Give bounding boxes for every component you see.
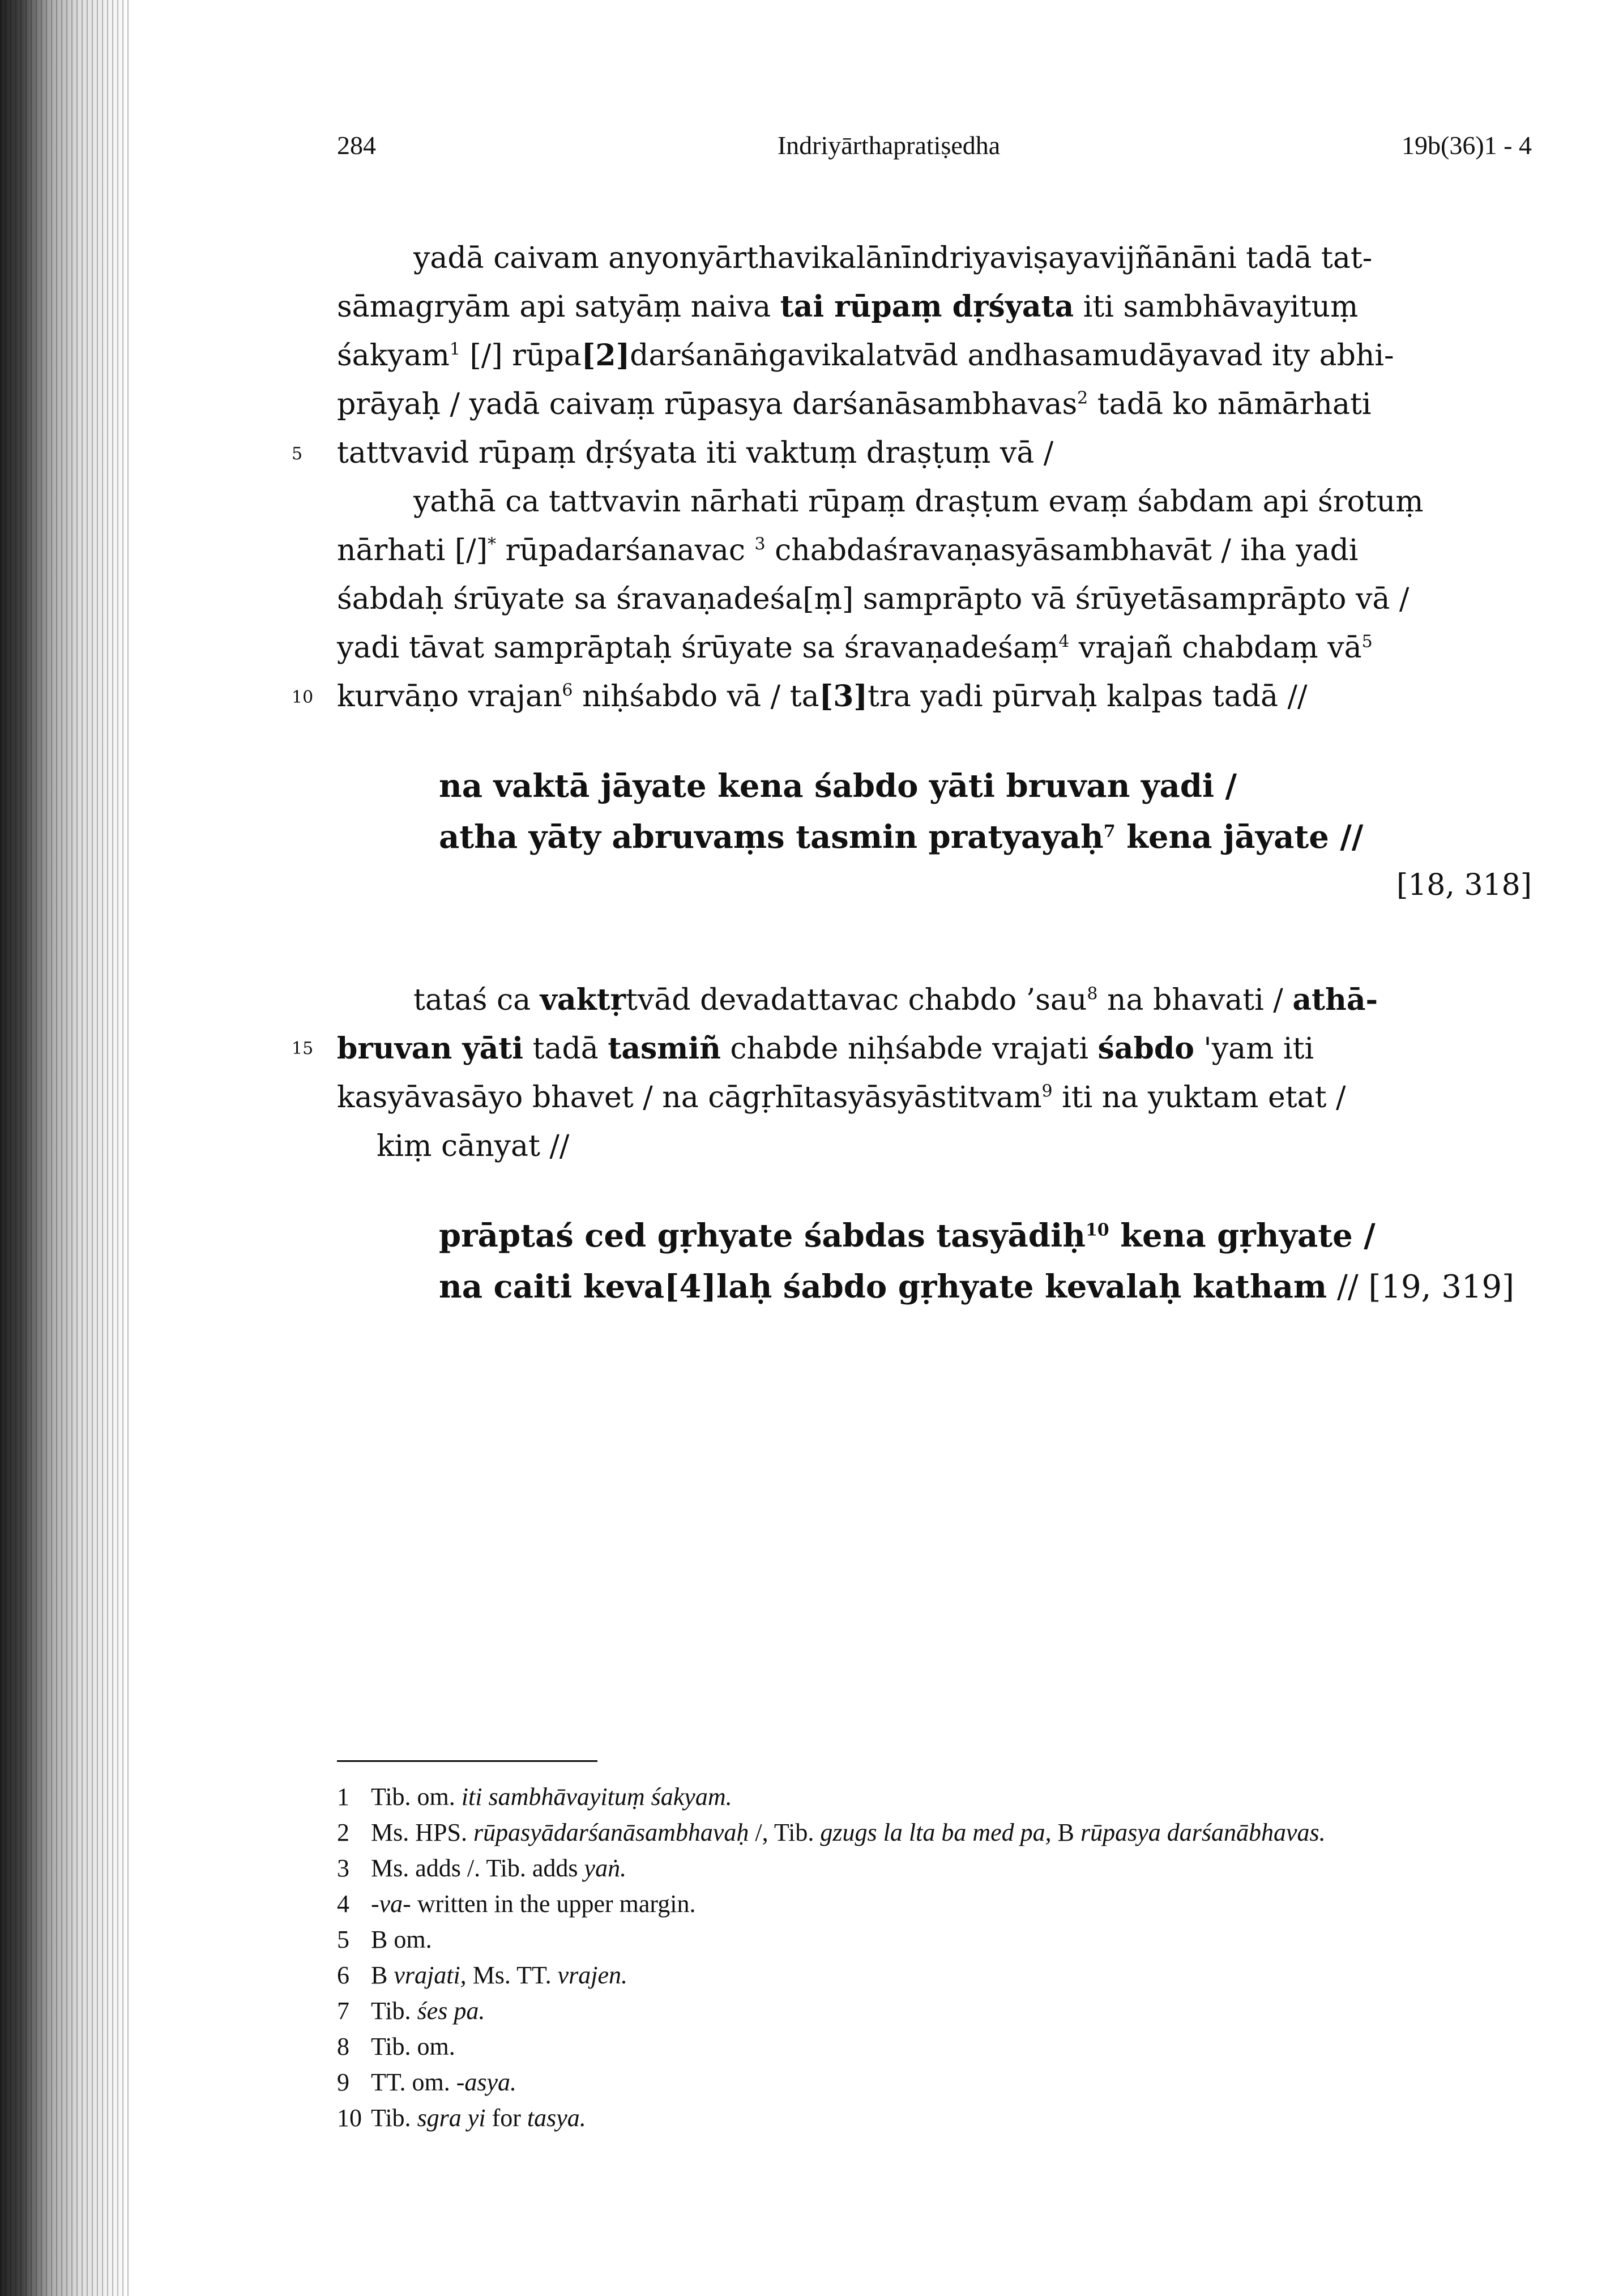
footnote-ref: 1 — [449, 339, 460, 360]
verse-reference: [18, 318] — [1396, 868, 1532, 902]
text-line: tattvavid rūpaṃ dṛśyata iti vaktuṃ draṣṭuṃ vā / — [337, 436, 1054, 470]
footnote-item — [337, 2100, 1532, 2136]
footnote-ref: 4 — [1058, 631, 1070, 652]
text-line: prāyaḥ / yadā caivaṃ rūpasya darśanāsambhavas$^2$ tadā ko nāmārhati — [337, 387, 1372, 421]
footnote-number: 7 — [337, 1997, 349, 2025]
footnote-number: 6 — [337, 1961, 349, 1989]
footnote-item — [337, 1779, 1532, 1815]
verse-line: na vaktā jāyate kena śabdo yāti bruvan yadi / — [439, 767, 1237, 805]
verse-line: atha yāty abruvaṃs tasmin pratyayaḥ$^7$ kena jāyate // — [439, 818, 1364, 856]
footnote-item — [337, 1886, 1532, 1922]
text-line: kiṃ cānyat // — [377, 1129, 570, 1163]
footnote-ref: 6 — [562, 680, 573, 701]
verse-19 — [439, 1210, 1532, 1313]
page-number: 284 — [337, 131, 376, 160]
footnote-number: 8 — [337, 2033, 349, 2060]
paragraph-2 — [292, 477, 1532, 721]
text-line: yathā ca tattvavin nārhati rūpaṃ draṣṭum evaṃ śabdam api śrotuṃ — [413, 485, 1424, 519]
running-title: Indriyārthapratiṣedha — [777, 131, 1001, 160]
footnote-item — [337, 1815, 1532, 1850]
footnote-text: Ms. adds /. Tib. adds yaṅ. — [371, 1854, 627, 1882]
footnote-ref: 9 — [1041, 1081, 1053, 1102]
footnote-number: 10 — [337, 2104, 362, 2132]
text-line: sāmagryām api satyāṃ naiva tai rūpaṃ dṛśyata iti sambhāvayituṃ — [337, 289, 1359, 324]
book-binding-shadow — [0, 0, 130, 2296]
paragraph-1 — [292, 234, 1532, 477]
line-number-15: 15 — [292, 1039, 314, 1059]
footnote-item — [337, 2064, 1532, 2100]
folio-reference: 19b(36)1 - 4 — [1402, 131, 1532, 160]
footnote-ref: 7 — [1103, 821, 1116, 842]
footnote-separator — [337, 1760, 597, 1762]
footnote-text: B om. — [371, 1926, 432, 1953]
footnote-text: Tib. śes pa. — [371, 1997, 485, 2025]
text-line: śakyam$^1$ [/] rūpa[2]darśanāṅgavikalatvād andhasamudāyavad ity abhi- — [337, 338, 1394, 373]
footnote-text: Ms. HPS. rūpasyādarśanāsambhavaḥ /, Tib. gzugs la lta ba med pa, B rūpasya darśanābhavas. — [371, 1819, 1326, 1846]
page-content — [292, 130, 1532, 2136]
footnote-ref: 8 — [1087, 984, 1098, 1004]
footnote-text: Tib. om. — [371, 2033, 455, 2060]
text-line: nārhati [/]* rūpadarśanavac $^3$ chabdaśravaṇasyāsambhavāt / iha yadi — [337, 534, 1359, 567]
verse-line: prāptaś ced gṛhyate śabdas tasyādiḥ$^{10}$ kena gṛhyate / — [439, 1217, 1376, 1254]
text-line: yadā caivam anyonyārthavikalānīndriyaviṣayavijñānāni tadā tat- — [413, 241, 1373, 275]
footnote-item — [337, 1850, 1532, 1886]
footnote-item — [337, 1922, 1532, 1957]
footnote-ref: 5 — [1361, 631, 1373, 652]
footnote-text: -va- written in the upper margin. — [371, 1890, 696, 1918]
text-line: kurvāṇo vrajan$^6$ niḥśabdo vā / ta[3]tra yadi pūrvaḥ kalpas tadā // — [337, 679, 1308, 714]
text-line: bruvan yāti tadā tasmiñ chabde niḥśabde vrajati śabdo 'yam iti — [337, 1031, 1314, 1066]
footnote-text: TT. om. -asya. — [371, 2068, 517, 2096]
footnote-ref: 2 — [1077, 388, 1088, 408]
footnote-number: 1 — [337, 1783, 349, 1811]
footnote-ref: * — [488, 534, 496, 554]
footnote-number: 9 — [337, 2068, 349, 2096]
paragraph-3 — [292, 976, 1532, 1171]
footnote-text: Tib. sgra yi for tasya. — [371, 2104, 586, 2132]
footnote-item — [337, 2029, 1532, 2064]
footnote-item — [337, 1957, 1532, 1993]
footnote-number: 4 — [337, 1890, 349, 1918]
line-number-10: 10 — [292, 688, 314, 707]
footnote-number: 5 — [337, 1926, 349, 1953]
footnote-text: Tib. om. iti sambhāvayituṃ śakyam. — [371, 1783, 732, 1811]
main-text — [292, 234, 1532, 1313]
text-line: tataś ca vaktṛtvād devadattavac chabdo ’sau$^8$ na bhavati / athā- — [413, 983, 1378, 1017]
verse-18 — [439, 761, 1532, 863]
footnote-number: 3 — [337, 1854, 349, 1882]
footnote-ref: 10 — [1085, 1220, 1109, 1240]
verse-line: na caiti keva[4]laḥ śabdo gṛhyate kevalaḥ katham // [19, 319] — [439, 1268, 1514, 1305]
footnote-ref: 3 — [754, 534, 766, 554]
footnotes — [337, 1779, 1532, 2136]
text-line: śabdaḥ śrūyate sa śravaṇadeśa[ṃ] samprāpto vā śrūyetāsamprāpto vā / — [337, 582, 1410, 616]
footnote-item — [337, 1993, 1532, 2029]
text-line: kasyāvasāyo bhavet / na cāgṛhītasyāsyāstitvam$^9$ iti na yuktam etat / — [337, 1081, 1346, 1115]
footnote-text: B vrajati, Ms. TT. vrajen. — [371, 1961, 628, 1989]
text-line: yadi tāvat samprāptaḥ śrūyate sa śravaṇadeśaṃ$^4$ vrajañ chabdaṃ $vā^5$ — [337, 631, 1373, 665]
running-header — [337, 130, 1532, 160]
footnote-number: 2 — [337, 1819, 349, 1846]
line-number-5: 5 — [292, 444, 303, 464]
